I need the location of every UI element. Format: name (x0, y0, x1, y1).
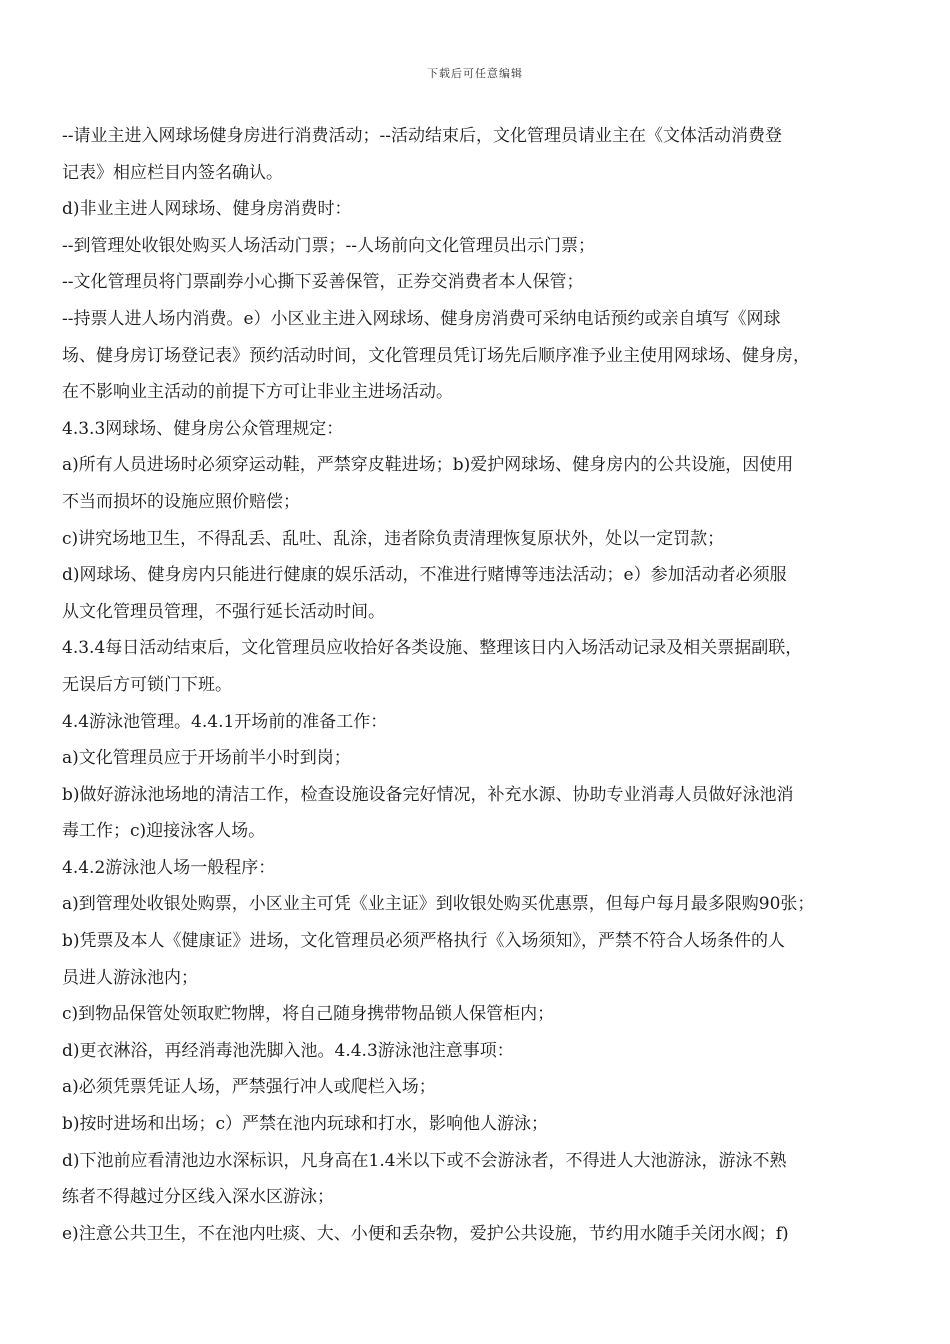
text-line: c)讲究场地卫生，不得乱丢、乱吐、乱涂，违者除负责清理恢复原状外，处以一定罚款； (62, 528, 725, 549)
text-line: 4.4.2游泳池人场一般程序： (62, 857, 276, 878)
text-line: d)下池前应看清池边水深标识，凡身高在1.4米以下或不会游泳者，不得进人大池游泳，游泳不熟 (62, 1150, 787, 1171)
text-line: 记表》相应栏目内签名确认。 (62, 162, 283, 183)
text-line: --文化管理员将门票副券小心撕下妥善保管，正券交消费者本人保管； (62, 272, 584, 293)
text-line: 不当而损坏的设施应照价赔偿； (62, 491, 300, 512)
text-line: b)做好游泳池场地的清洁工作，检查设施设备完好情况，补充水源、协助专业消毒人员做好泳池消 (62, 784, 794, 805)
text-line: 在不影响业主活动的前提下方可让非业主进场活动。 (62, 382, 453, 403)
text-line: b)按时进场和出场；c）严禁在池内玩球和打水，影响他人游泳； (62, 1114, 549, 1135)
text-line: a)到管理处收银处购票，小区业主可凭《业主证》到收银处购买优惠票，但每户每月最多限购90张； (62, 894, 815, 915)
text-line: b)凭票及本人《健康证》进场，文化管理员必须严格执行《入场须知》，严禁不符合人场条件的人 (62, 931, 786, 952)
document-body (62, 118, 902, 1252)
text-line: d)网球场、健身房内只能进行健康的娱乐活动，不准进行赌博等违法活动；e）参加活动者必须服 (62, 565, 787, 586)
text-line: 毒工作；c)迎接泳客人场。 (62, 821, 266, 842)
text-line: a)文化管理员应于开场前半小时到岗； (62, 748, 351, 769)
text-line: 无误后方可锁门下班。 (62, 674, 232, 695)
text-line: --到管理处收银处购买人场活动门票；--人场前向文化管理员出示门票； (62, 235, 595, 256)
text-line: 4.3.3网球场、健身房公众管理规定： (62, 418, 344, 439)
text-line: --请业主进入网球场健身房进行消费活动；--活动结束后，文化管理员请业主在《文体活动消费登 (62, 126, 782, 146)
page-header: 下载后可任意编辑 (427, 67, 523, 80)
text-line: 从文化管理员管理，不强行延长活动时间。 (62, 601, 385, 622)
text-line: 场、健身房订场登记表》预约活动时间，文化管理员凭订场先后顺序准予业主使用网球场、健身房， (62, 345, 810, 366)
text-line: 4.4游泳池管理。4.4.1开场前的准备工作： (62, 711, 388, 732)
text-line: d)更衣淋浴，再经消毒池洗脚入池。4.4.3游泳池注意事项： (62, 1040, 514, 1061)
text-line: a)必须凭票凭证人场，严禁强行冲人或爬栏入场； (62, 1077, 436, 1098)
text-line: d)非业主进人网球场、健身房消费时： (62, 199, 352, 220)
text-line: e)注意公共卫生，不在池内吐痰、大、小便和丢杂物，爱护公共设施，节约用水随手关闭水阀；f) (62, 1223, 789, 1244)
text-line: 员进人游泳池内； (62, 967, 198, 988)
text-line: 4.3.4每日活动结束后，文化管理员应收拾好各类设施、整理该日内入场活动记录及相关票据副联， (62, 638, 803, 659)
text-line: --持票人进人场内消费。e）小区业主进入网球场、健身房消费可采纳电话预约或亲自填写《网球 (62, 308, 781, 329)
text-line: 练者不得越过分区线入深水区游泳； (62, 1187, 334, 1208)
text-line: c)到物品保管处领取贮物牌，将自己随身携带物品锁人保管柜内； (62, 1004, 555, 1025)
text-line: a)所有人员进场时必须穿运动鞋，严禁穿皮鞋进场；b)爱护网球场、健身房内的公共设施，因使用 (62, 455, 794, 476)
